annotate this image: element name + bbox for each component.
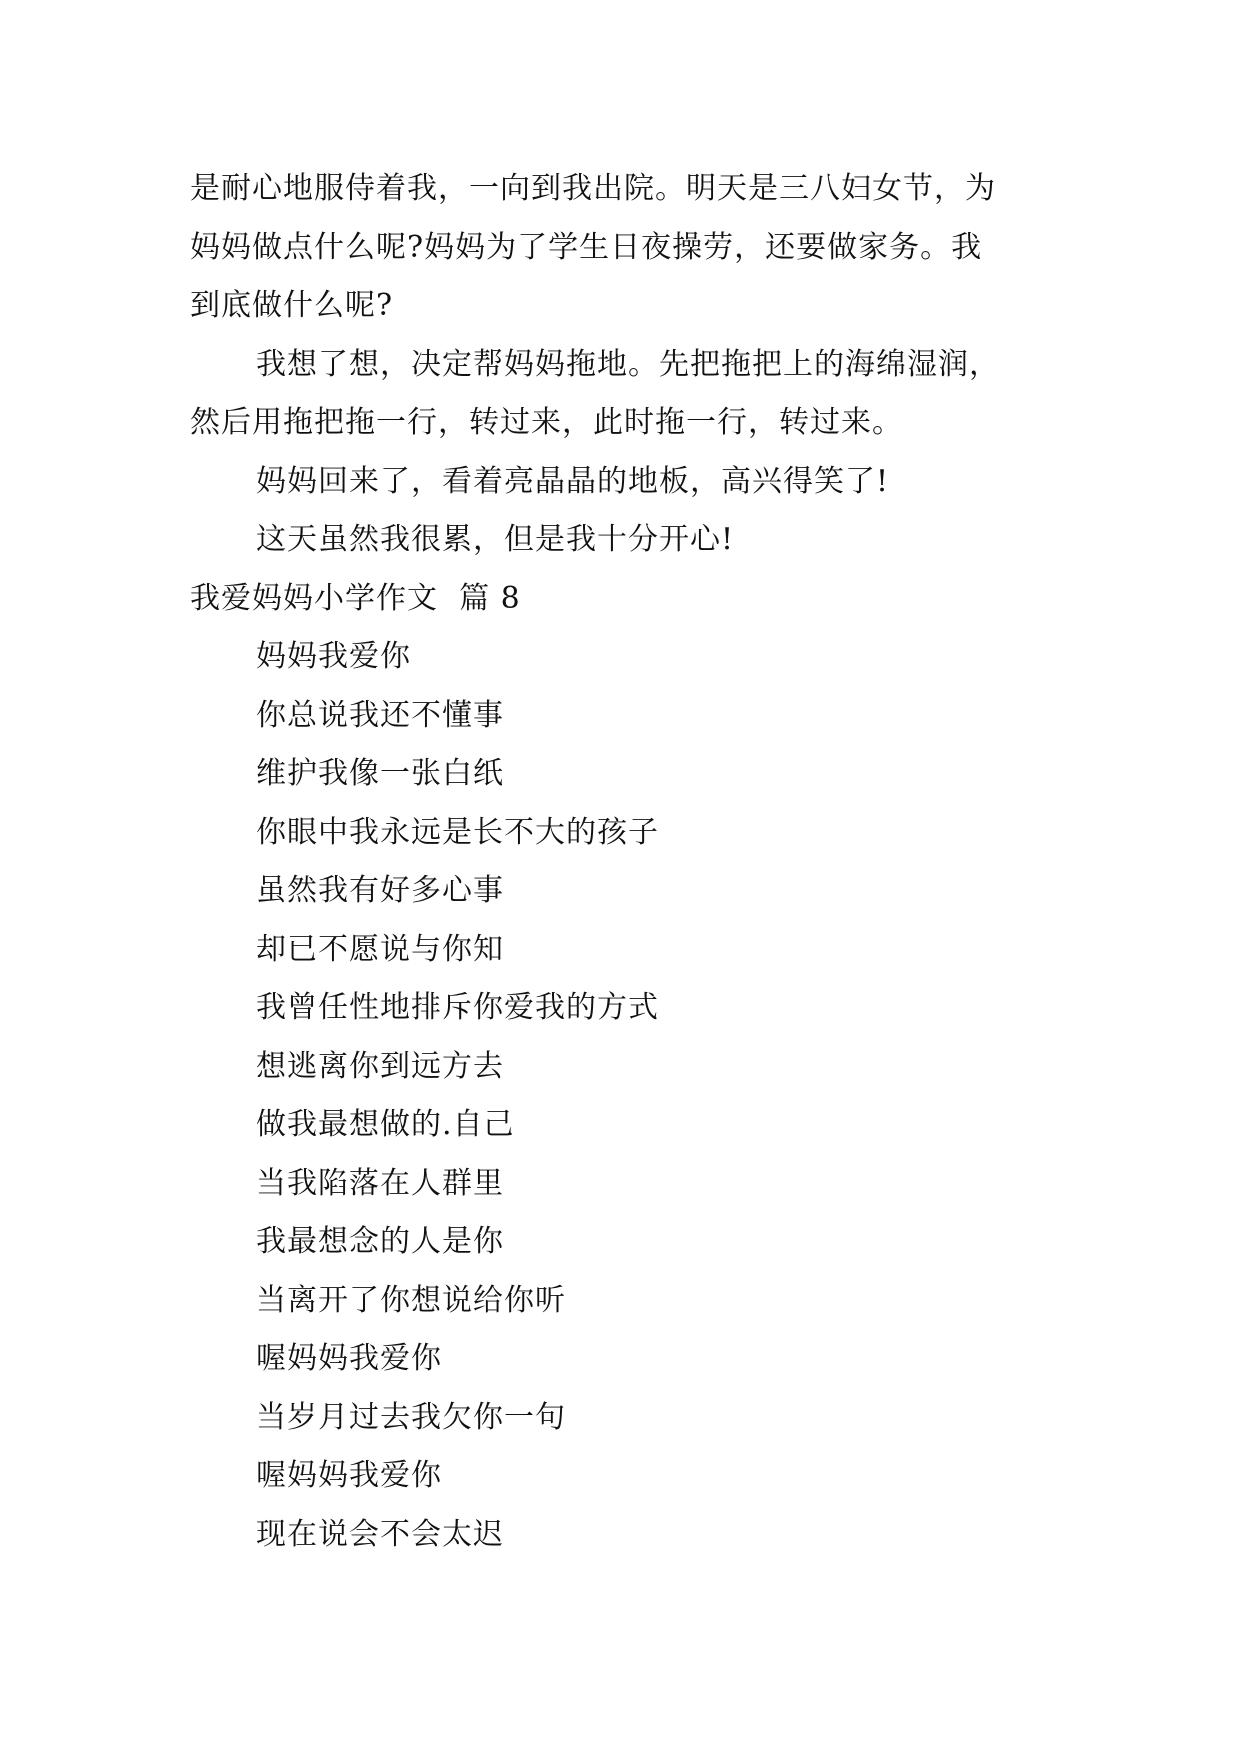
poem-line: 你总说我还不懂事 <box>256 697 504 733</box>
paragraph-line: 我想了想，决定帮妈妈拖地。先把拖把上的海绵湿润， <box>256 346 1000 382</box>
poem-line: 想逃离你到远方去 <box>256 1048 504 1084</box>
paragraph: 妈妈回来了，看着亮晶晶的地板，高兴得笑了! <box>256 463 890 499</box>
poem-line: 喔妈妈我爱你 <box>256 1341 442 1376</box>
poem-line: 虽然我有好多心事 <box>256 873 504 908</box>
poem-line: 你眼中我永远是长不大的孩子 <box>256 814 659 850</box>
section-heading: 我爱妈妈小学作文 篇 8 <box>190 580 521 616</box>
poem-line: 当我陷落在人群里 <box>256 1165 504 1201</box>
intro-line: 妈妈做点什么呢?妈妈为了学生日夜操劳，还要做家务。我 <box>190 229 983 265</box>
poem-line: 喔妈妈我爱你 <box>256 1458 442 1493</box>
paragraph: 这天虽然我很累，但是我十分开心! <box>256 522 735 557</box>
paragraph-line: 然后用拖把拖一行，转过来，此时拖一行，转过来。 <box>190 405 903 440</box>
poem-line: 现在说会不会太迟 <box>256 1516 504 1552</box>
poem-line: 却已不愿说与你知 <box>256 931 504 967</box>
poem-line: 当离开了你想说给你听 <box>256 1282 566 1318</box>
poem-line: 妈妈我爱你 <box>256 639 411 674</box>
poem-line: 当岁月过去我欠你一句 <box>256 1399 566 1435</box>
poem-line: 我最想念的人是你 <box>256 1224 504 1259</box>
intro-line: 到底做什么呢? <box>190 288 394 323</box>
document-body <box>190 160 1070 1564</box>
poem-line: 维护我像一张白纸 <box>256 756 504 791</box>
poem-line: 做我最想做的.自己 <box>256 1107 515 1142</box>
intro-line: 是耐心地服侍着我，一向到我出院。明天是三八妇女节，为 <box>190 171 996 206</box>
poem-line: 我曾任性地排斥你爱我的方式 <box>256 990 659 1025</box>
